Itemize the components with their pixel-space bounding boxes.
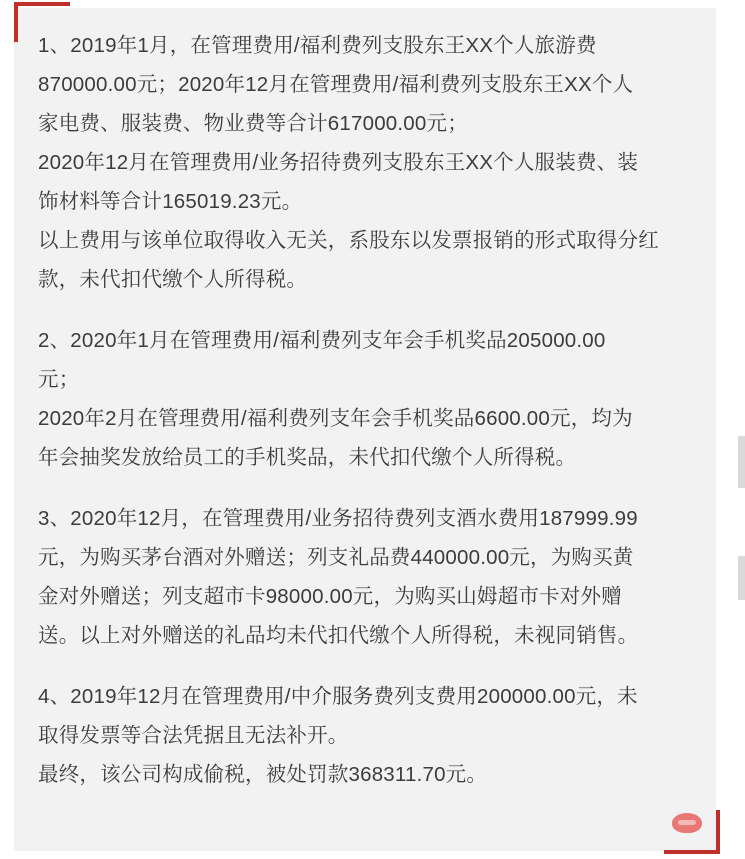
scroll-edge-mark-lower	[738, 556, 745, 600]
paragraph-line: 870000.00元；2020年12月在管理费用/福利费列支股东王XX个人	[38, 73, 634, 96]
paragraph-item-4	[38, 677, 714, 794]
paragraph-line: 年会抽奖发放给员工的手机奖品，未代扣代缴个人所得税。	[38, 446, 577, 469]
paragraph-line: 元；	[38, 368, 80, 391]
paragraph-line: 以上费用与该单位取得收入无关，系股东以发票报销的形式取得分红	[38, 229, 659, 252]
paragraph-line: 最终，该公司构成偷税，被处罚款368311.70元。	[38, 763, 488, 786]
paragraph-item-1	[38, 26, 714, 299]
paragraph-line: 2020年2月在管理费用/福利费列支年会手机奖品6600.00元，均为	[38, 407, 633, 430]
scroll-edge-mark-upper	[738, 436, 745, 488]
paragraph-line: 3、2020年12月，在管理费用/业务招待费列支酒水费用187999.99	[38, 507, 638, 530]
paragraph-item-3	[38, 499, 714, 655]
paragraph-line: 1、2019年1月，在管理费用/福利费列支股东王XX个人旅游费	[38, 34, 597, 57]
paragraph-line: 取得发票等合法凭据且无法补开。	[38, 724, 349, 747]
paragraph-line: 4、2019年12月在管理费用/中介服务费列支费用200000.00元，未	[38, 685, 638, 708]
paragraph-line: 送。以上对外赠送的礼品均未代扣代缴个人所得税，未视同销售。	[38, 624, 639, 647]
paragraph-line: 家电费、服装费、物业费等合计617000.00元；	[38, 112, 468, 135]
paragraph-line: 饰材料等合计165019.23元。	[38, 190, 303, 213]
paragraph-item-2	[38, 321, 714, 477]
paragraph-line: 金对外赠送；列支超市卡98000.00元，为购买山姆超市卡对外赠	[38, 585, 622, 608]
paragraph-line: 2、2020年1月在管理费用/福利费列支年会手机奖品205000.00	[38, 329, 606, 352]
paragraph-line: 2020年12月在管理费用/业务招待费列支股东王XX个人服装费、装	[38, 151, 639, 174]
stamp-mark-icon	[672, 813, 702, 833]
paragraph-line: 元，为购买茅台酒对外赠送；列支礼品费440000.00元，为购买黄	[38, 546, 634, 569]
document-body	[38, 26, 714, 794]
paragraph-line: 款，未代扣代缴个人所得税。	[38, 268, 308, 291]
